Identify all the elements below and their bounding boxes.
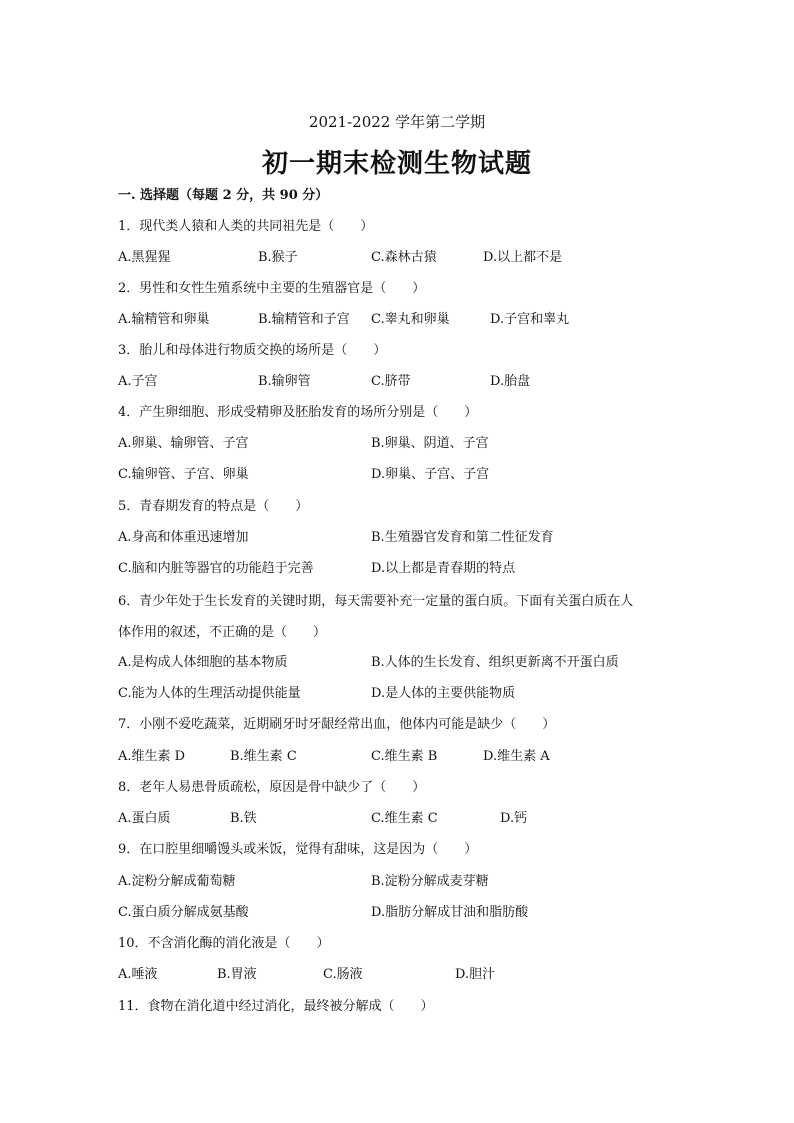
q7-option-b: B.维生素 C xyxy=(230,749,297,764)
question-11-stem: 11．食物在消化道中经过消化，最终被分解成（ ） xyxy=(118,999,434,1014)
q9-option-d: D.脂肪分解成甘油和脂肪酸 xyxy=(371,905,529,920)
question-3-stem: 3．胎儿和母体进行物质交换的场所是（ ） xyxy=(118,343,387,358)
q8-option-d: D.钙 xyxy=(500,811,528,826)
q2-option-b: B.输精管和子宫 xyxy=(258,312,350,327)
q8-option-a: A.蛋白质 xyxy=(118,811,171,826)
question-7-stem: 7．小刚不爱吃蔬菜，近期刷牙时牙龈经常出血，他体内可能是缺少（ ） xyxy=(118,717,556,732)
q1-option-b: B.猴子 xyxy=(258,250,298,265)
q2-option-c: C.睾丸和卵巢 xyxy=(371,312,450,327)
q8-option-b: B.铁 xyxy=(230,811,257,826)
question-8-stem: 8．老年人易患骨质疏松，原因是骨中缺少了（ ） xyxy=(118,780,426,795)
q9-option-a: A.淀粉分解成葡萄糖 xyxy=(118,874,236,889)
q4-option-a: A.卵巢、输卵管、子宫 xyxy=(118,436,249,451)
question-6-stem: 6．青少年处于生长发育的关键时期，每天需要补充一定量的蛋白质。下面有关蛋白质在人 xyxy=(118,594,634,609)
q9-option-b: B.淀粉分解成麦芽糖 xyxy=(371,874,489,889)
question-5-stem: 5．青春期发育的特点是（ ） xyxy=(118,499,309,514)
question-10-stem: 10．不含消化酶的消化液是（ ） xyxy=(118,936,330,951)
q4-option-c: C.输卵管、子宫、卵巢 xyxy=(118,467,249,482)
q6-option-b: B.人体的生长发育、组织更新离不开蛋白质 xyxy=(371,655,619,670)
q9-option-c: C.蛋白质分解成氨基酸 xyxy=(118,905,249,920)
q8-option-c: C.维生素 C xyxy=(371,811,438,826)
q2-option-a: A.输精管和卵巢 xyxy=(118,312,210,327)
section-heading: 一. 选择题（每题 2 分，共 90 分） xyxy=(118,188,329,203)
q6-option-d: D.是人体的主要供能物质 xyxy=(371,686,516,701)
q5-option-c: C.脑和内脏等器官的功能趋于完善 xyxy=(118,561,314,576)
q6-option-c: C.能为人体的生理活动提供能量 xyxy=(118,686,301,701)
question-9-stem: 9．在口腔里细嚼馒头或米饭，觉得有甜味，这是因为（ ） xyxy=(118,842,478,857)
q1-option-a: A.黑猩猩 xyxy=(118,250,171,265)
question-2-stem: 2．男性和女性生殖系统中主要的生殖器官是（ ） xyxy=(118,281,426,296)
q10-option-a: A.唾液 xyxy=(118,967,158,982)
q5-option-a: A.身高和体重迅速增加 xyxy=(118,530,249,545)
q1-option-d: D.以上都不是 xyxy=(483,250,563,265)
q7-option-c: C.维生素 B xyxy=(371,749,438,764)
q6-option-a: A.是构成人体细胞的基本物质 xyxy=(118,655,288,670)
q3-option-c: C.脐带 xyxy=(371,374,411,389)
q3-option-a: A.子宫 xyxy=(118,374,158,389)
q5-option-b: B.生殖器官发育和第二性征发育 xyxy=(371,530,554,545)
exam-title: 初一期末检测生物试题 xyxy=(261,149,532,179)
q7-option-d: D.维生素 A xyxy=(483,749,550,764)
q10-option-c: C.肠液 xyxy=(323,967,363,982)
q3-option-d: D.胎盘 xyxy=(490,374,531,389)
q1-option-c: C.森林古猿 xyxy=(371,250,437,265)
question-1-stem: 1．现代类人猿和人类的共同祖先是（ ） xyxy=(118,219,374,234)
question-6-stem-cont: 体作用的叙述，不正确的是（ ） xyxy=(118,625,327,640)
q3-option-b: B.输卵管 xyxy=(258,374,311,389)
q2-option-d: D.子宫和睾丸 xyxy=(490,312,570,327)
q4-option-b: B.卵巢、阴道、子宫 xyxy=(371,436,489,451)
q4-option-d: D.卵巢、子宫、子宫 xyxy=(371,467,490,482)
q5-option-d: D.以上都是青春期的特点 xyxy=(371,561,516,576)
question-4-stem: 4．产生卵细胞、形成受精卵及胚胎发育的场所分别是（ ） xyxy=(118,405,478,420)
q10-option-b: B.胃液 xyxy=(217,967,257,982)
q10-option-d: D.胆汁 xyxy=(455,967,496,982)
q7-option-a: A.维生素 D xyxy=(118,749,186,764)
term-heading: 2021-2022 学年第二学期 xyxy=(308,113,486,131)
